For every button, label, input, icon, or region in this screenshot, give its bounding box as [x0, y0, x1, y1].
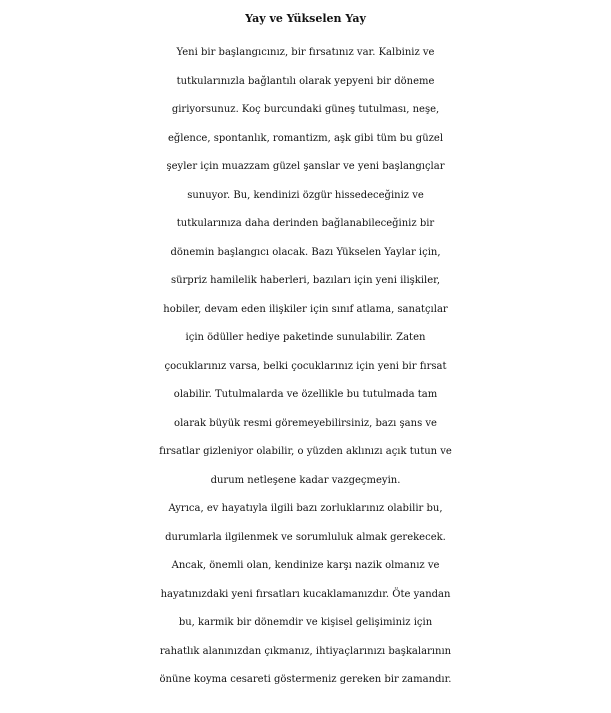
text-line: Yeni bir başlangıcınız, bir fırsatınız var. Kalbiniz ve: [176, 47, 435, 58]
text-line: bu, karmik bir dönemdir ve kişisel gelişiminiz için: [178, 617, 433, 628]
text-line: fırsatlar gizleniyor olabilir, o yüzden aklınızı açık tutun ve: [159, 446, 452, 457]
text-line: hayatınızdaki yeni fırsatları kucaklamanızdır. Öte yandan: [160, 588, 451, 600]
text-line: için ödüller hediye paketinde sunulabilir. Zaten: [185, 332, 426, 343]
text-line: rahatlık alanınızdan çıkmanız, ihtiyaçlarınızı başkalarının: [159, 645, 452, 657]
text-line: olarak büyük resmi göremeyebilirsiniz, bazı şans ve: [174, 417, 437, 429]
page-title: Yay ve Yükselen Yay: [245, 12, 366, 25]
text-line: Ancak, önemli olan, kendinize karşı nazik olmanız ve: [171, 560, 440, 571]
text-line: tutkularınızla bağlantılı olarak yepyeni bir döneme: [176, 75, 435, 87]
text-line: durumlarla ilgilenmek ve sorumluluk almak gerekecek.: [165, 531, 446, 543]
text-line: olabilir. Tutulmalarda ve özellikle bu tutulmada tam: [173, 389, 438, 400]
text-line: çocuklarınız varsa, belki çocuklarınız için yeni bir fırsat: [164, 360, 447, 372]
text-line: önüne koyma cesareti göstermeniz gereken bir zamandır.: [159, 674, 452, 685]
text-line: giriyorsunuz. Koç burcundaki güneş tutulması, neşe,: [171, 104, 440, 115]
text-line: sürpriz hamilelik haberleri, bazıları için yeni ilişkiler,: [170, 275, 441, 286]
body-text: [0, 39, 611, 695]
text-line: sunuyor. Bu, kendinizi özgür hissedeceğiniz ve: [187, 189, 424, 201]
text-line: eğlence, spontanlık, romantizm, aşk gibi tüm bu güzel: [167, 132, 444, 144]
text-line: şeyler için muazzam güzel şanslar ve yeni başlangıçlar: [166, 161, 445, 172]
text-line: hobiler, devam eden ilişkiler için sınıf atlama, sanatçılar: [163, 303, 448, 315]
text-line: durum netleşene kadar vazgeçmeyin.: [210, 474, 401, 486]
text-line: dönemin başlangıcı olacak. Bazı Yükselen Yaylar için,: [170, 246, 441, 258]
text-line: tutkularınıza daha derinden bağlanabileceğiniz bir: [176, 218, 435, 229]
text-line: Ayrıca, ev hayatıyla ilgili bazı zorluklarınız olabilir bu,: [168, 503, 443, 514]
